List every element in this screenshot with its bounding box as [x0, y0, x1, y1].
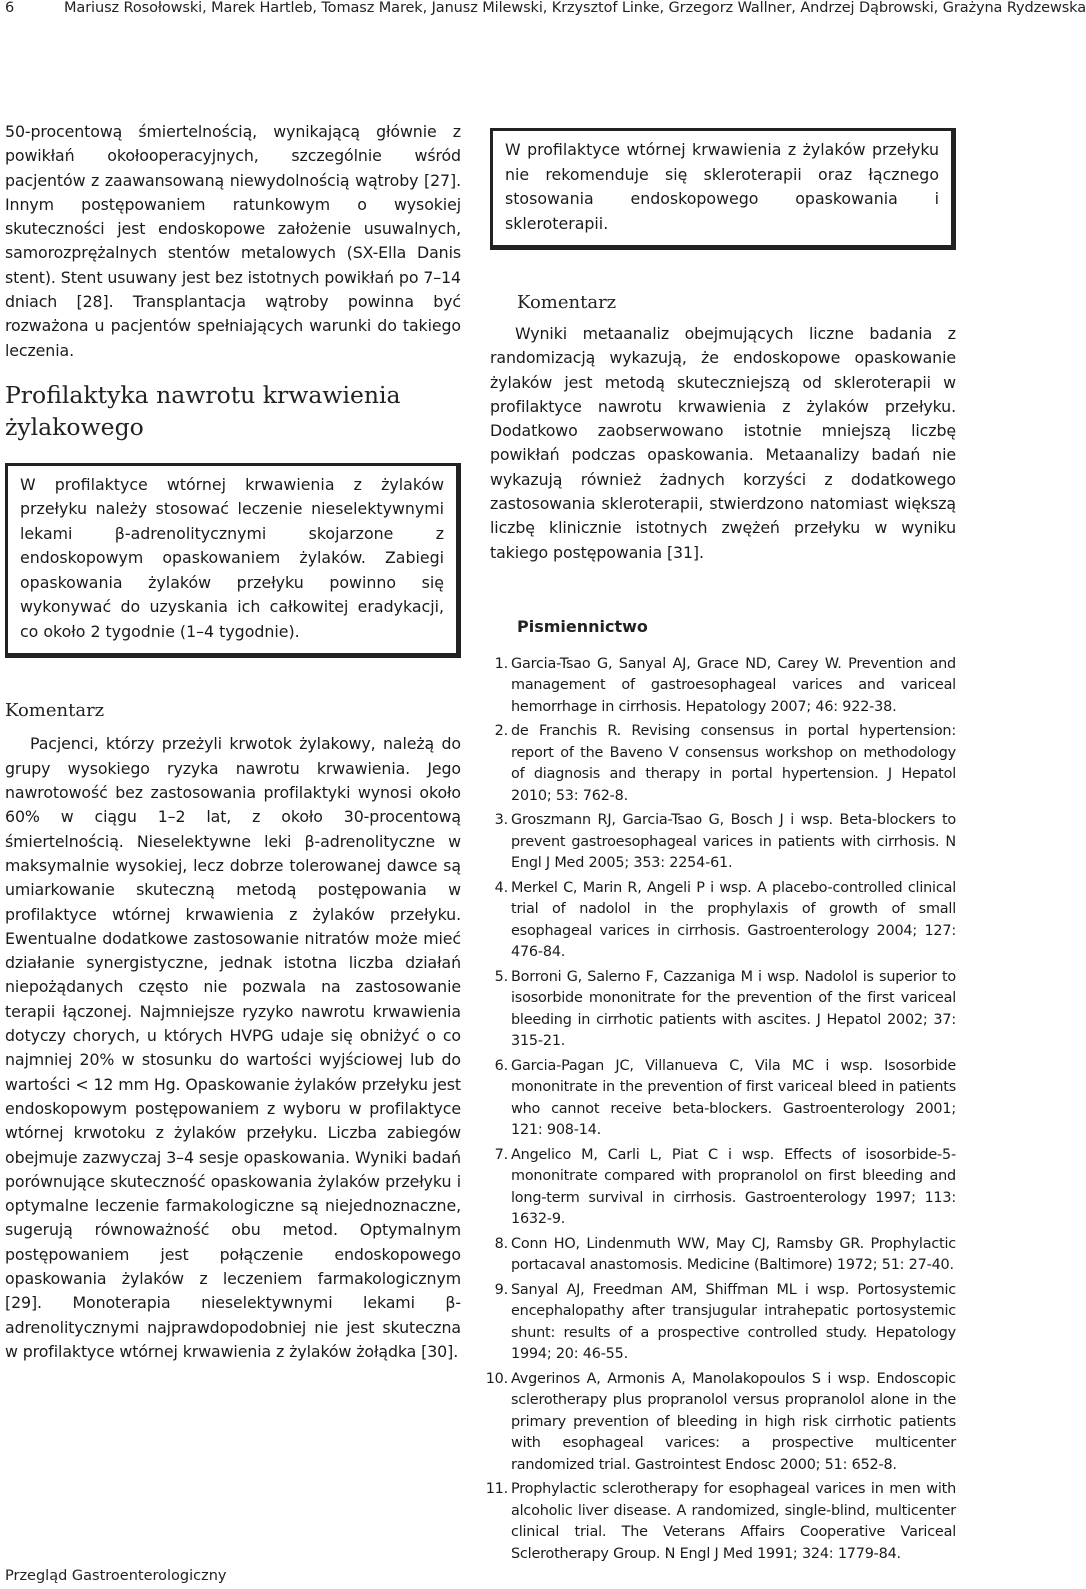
reference-text: Sanyal AJ, Freedman AM, Shiffman ML i wsp. Portosystemic encephalopathy after transjugular intrahepatic portosystemic shunt: results of a prospective controlled study. Hepatology 1994; 20: 46-55.	[511, 1281, 956, 1363]
reference-text: Borroni G, Salerno F, Cazzaniga M i wsp. Nadolol is superior to isosorbide mononitrate for the prevention of the first variceal bleeding in cirrhotic patients with ascites. J Hepatol 2002; 37: 315-21.	[511, 968, 956, 1050]
reference-text: de Franchis R. Revising consensus in portal hypertension: report of the Baveno V consensus workshop on methodology of diagnosis and therapy in portal hypertension. J Hepatol 2010; 53: 762-8.	[511, 723, 956, 804]
reference-item	[490, 1280, 956, 1366]
reference-text: Merkel C, Marin R, Angeli P i wsp. A placebo-controlled clinical trial of nadolol in the prophylaxis of growth of small esophageal varices in cirrhosis. Gastroenterology 2004; 127: 476-84.	[511, 879, 956, 961]
reference-text: Garcia-Pagan JC, Villanueva C, Vila MC i wsp. Isosorbide mononitrate in the prevention of first variceal bleed in patients who cannot receive beta-blockers. Gastroenterology 2001; 121: 908-14.	[511, 1057, 956, 1139]
reference-item	[490, 1056, 956, 1142]
references-list	[485, 654, 956, 1566]
reference-number: 3.	[494, 812, 508, 829]
reference-number: 6.	[494, 1057, 508, 1074]
page-number: 6	[5, 0, 15, 16]
reference-number: 10.	[485, 1370, 508, 1387]
comment-paragraph: Pacjenci, którzy przeżyli krwotok żylakowy, należą do grupy wysokiego ryzyka nawrotu krwawienia. Jego nawrotowość bez zastosowania profilaktyki wynosi około 60% w ciągu 1–2 lat, z około 30-procentową śmiertelnością. Nieselektywne leki β-adrenolityczne w maksymalnie wysokiej, lecz dobrze tolerowanej dawce są umiarkowanie skuteczną metodą postępowania w profilaktyce wtórnej krwawienia z żylaków przełyku. Ewentualne dodatkowe zastosowanie nitratów może mieć działanie synergistyczne, jednak istotna liczba działań niepożądanych często nie pozwala na zastosowanie terapii łączonej. Najmniejsze ryzyko nawrotu krwawienia dotyczy chorych, u których HVPG udaje się obniżyć o co najmniej 20% w stosunku do wartości wyjściowej lub do wartości < 12 mm Hg. Opaskowanie żylaków przełyku jest endoskopowym postępowaniem z wyboru w profilaktyce wtórnej krwotoku z żylaków przełyku. Liczba zabiegów obejmuje zazwyczaj 3–4 sesje opaskowania. Wyniki badań porównujące skuteczność opaskowania żylaków przełyku i optymalne leczenie farmakologiczne są niejednoznaczne, sugerują równoważność obu metod. Optymalnym postępowaniem jest połączenie endoskopowego opaskowania żylaków z leczeniem farmakologicznym [29]. Monoterapia nieselektywnymi lekami β-adrenolitycznymi najprawdopodobniej nie jest skuteczna w profilaktyce wtórnej krwawienia z żylaków żołądka [30].	[5, 734, 461, 1361]
reference-item	[490, 1145, 956, 1231]
reference-number: 2.	[494, 723, 508, 740]
recommendation-text: W profilaktyce wtórnej krwawienia z żylaków przełyku nie rekomenduje się skleroterapii oraz łącznego stosowania endoskopowego opaskowania i skleroterapii.	[505, 140, 939, 233]
reference-number: 7.	[494, 1146, 508, 1163]
reference-text: Avgerinos A, Armonis A, Manolakopoulos S i wsp. Endoscopic sclerotherapy plus propranolol versus propranolol alone in the primary prevention of bleeding in high risk cirrhotic patients with esophageal varices: a prospective multicenter randomized trial. Gastrointest Endosc 2000; 51: 652-8.	[511, 1370, 956, 1473]
comment-heading: Komentarz	[5, 700, 105, 722]
reference-number: 8.	[494, 1235, 508, 1252]
reference-number: 9.	[494, 1281, 508, 1298]
reference-text: Garcia-Tsao G, Sanyal AJ, Grace ND, Carey W. Prevention and management of gastroesophageal varices and variceal hemorrhage in cirrhosis. Hepatology 2007; 46: 922-38.	[511, 655, 956, 715]
intro-paragraph: 50-procentową śmiertelnością, wynikającą głównie z powikłań okołooperacyjnych, szczególnie wśród pacjentów z zaawansowaną niewydolnością wątroby [27]. Innym postępowaniem ratunkowym o wysokiej skuteczności jest endoskopowe założenie usuwalnych, samorozprężalnych stentów metalowych (SX-Ella Danis stent). Stent usuwany jest bez istotnych powikłań po 7–14 dniach [28]. Transplantacja wątroby powinna być rozważona u pacjentów spełniających warunki do takiego leczenia.	[5, 122, 461, 360]
comment-heading: Komentarz	[517, 292, 617, 313]
reference-number: 11.	[485, 1481, 508, 1498]
reference-number: 4.	[494, 879, 508, 896]
reference-item	[490, 967, 956, 1053]
reference-item	[490, 1234, 956, 1277]
running-authors: Mariusz Rosołowski, Marek Hartleb, Tomasz Marek, Janusz Milewski, Krzysztof Linke, Grzegorz Wallner, Andrzej Dąbrowski, Grażyna Rydzewska	[64, 0, 1086, 16]
reference-item	[490, 878, 956, 964]
reference-text: Prophylactic sclerotherapy for esophageal varices in men with alcoholic liver disease. A randomized, single-blind, multicenter clinical trial. The Veterans Affairs Cooperative Variceal Sclerotherapy Group. N Engl J Med 1991; 324: 1779-84.	[511, 1481, 956, 1562]
reference-text: Conn HO, Lindenmuth WW, May CJ, Ramsby GR. Prophylactic portacaval anastomosis. Medicine (Baltimore) 1972; 51: 27-40.	[511, 1235, 956, 1274]
reference-item	[490, 721, 956, 807]
recommendation-text: W profilaktyce wtórnej krwawienia z żylaków przełyku należy stosować leczenie nieselektywnymi lekami β-adrenolitycznymi skojarzone z endoskopowym opaskowaniem żylaków. Zabiegi opaskowania żylaków przełyku powinno się wykonywać do uzyskania ich całkowitej eradykacji, co około 2 tygodnie (1–4 tygodnie).	[20, 474, 444, 641]
reference-item	[485, 1479, 956, 1565]
page-header	[0, 0, 1086, 22]
reference-item	[490, 654, 956, 719]
right-column	[485, 128, 956, 1568]
reference-number: 5.	[494, 968, 508, 985]
recommendation-box	[490, 128, 956, 250]
reference-item	[485, 1369, 956, 1477]
journal-footer: Przegląd Gastroenterologiczny	[5, 1568, 227, 1584]
reference-text: Angelico M, Carli L, Piat C i wsp. Effects of isosorbide-5-mononitrate compared with propranolol on first bleeding and long-term survival in cirrhosis. Gastroenterology 1997; 113: 1632-9.	[511, 1146, 956, 1228]
left-column	[5, 120, 461, 1364]
reference-text: Groszmann RJ, Garcia-Tsao G, Bosch J i wsp. Beta-blockers to prevent gastroesophageal varices in patients with cirrhosis. N Engl J Med 2005; 353: 2254-61.	[511, 812, 956, 872]
reference-number: 1.	[494, 655, 508, 672]
reference-item	[490, 810, 956, 875]
section-title: Profilaktyka nawrotu krwawienia żylakowego	[5, 380, 401, 441]
references-heading: Pismiennictwo	[517, 616, 648, 636]
comment-paragraph: Wyniki metaanaliz obejmujących liczne badania z randomizacją wykazują, że endoskopowe opaskowanie żylaków jest metodą skuteczniejszą od skleroterapii w profilaktyce nawrotu krwawienia z żylaków przełyku. Dodatkowo zaobserwowano istotnie mniejszą liczbę powikłań podczas opaskowania. Metaanalizy badań nie wykazują również żadnych korzyści z dodatkowego zastosowania skleroterapii, stwierdzono natomiast większą liczbę klinicznie istotnych zwężeń przełyku w wyniku takiego postępowania [31].	[490, 324, 956, 562]
recommendation-box	[5, 463, 461, 659]
